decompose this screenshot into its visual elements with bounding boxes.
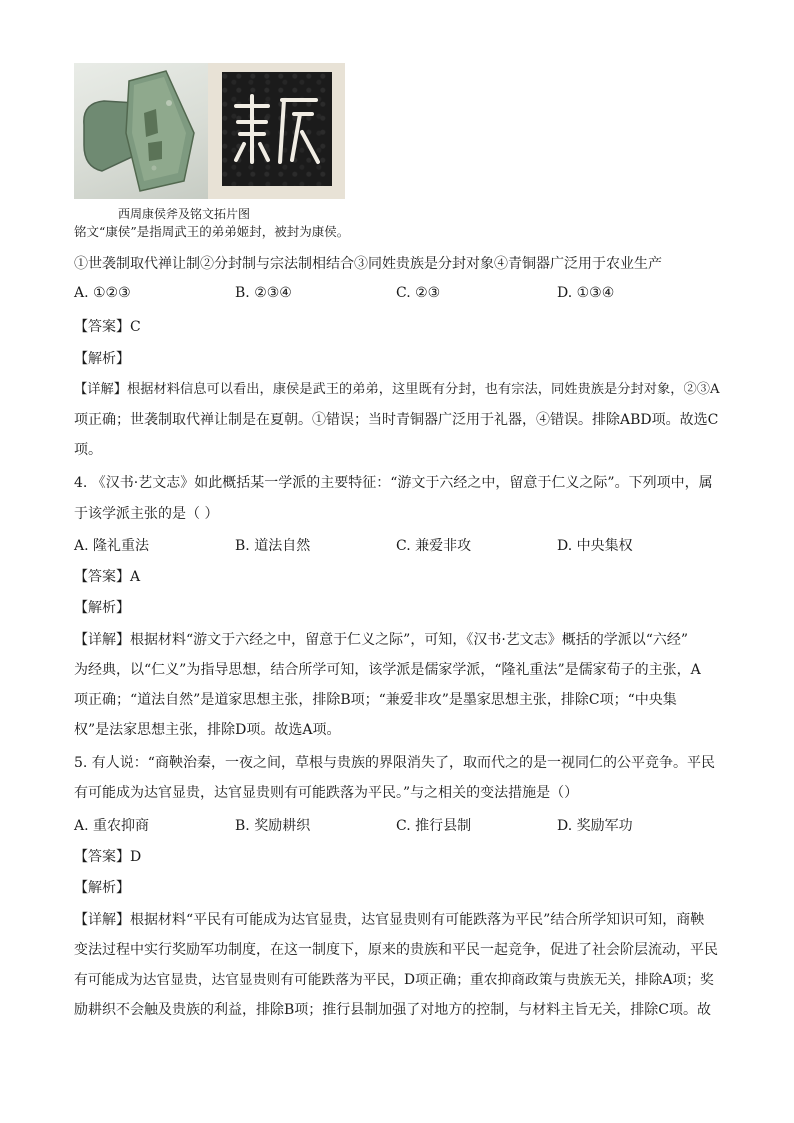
q5-option-c: C. 推行县制 <box>396 818 472 834</box>
inscription-glyphs-icon <box>222 72 332 186</box>
q4-detail-line-4: 权”是法家思想主张，排除D项。故选A项。 <box>74 722 341 738</box>
rubbing-block <box>222 72 332 186</box>
figure-caption-note: 铭文“康侯”是指周武王的弟弟姬封，被封为康侯。 <box>74 224 350 239</box>
q3-detail-line-2: 项正确；世袭制取代禅让制是在夏朝。①错误；当时青铜器广泛用于礼器，④错误。排除ABD项。故选C <box>74 412 719 428</box>
bronze-axe-image <box>74 63 208 199</box>
inscription-rubbing-image <box>208 63 345 199</box>
q4-answer: 【答案】A <box>74 569 141 585</box>
q5-option-d: D. 奖励军功 <box>557 818 633 834</box>
q5-detail-line-3: 有可能成为达官显贵，达官显贵则有可能跌落为平民，D项正确；重农抑商政策与贵族无关，排除A项；奖 <box>74 972 714 988</box>
q4-analysis-label: 【解析】 <box>74 600 130 616</box>
q5-detail-line-2: 变法过程中实行奖励军功制度，在这一制度下，原来的贵族和平民一起竞争，促进了社会阶层流动，平民 <box>74 942 718 958</box>
q5-analysis-label: 【解析】 <box>74 880 130 896</box>
q4-detail-line-3: 项正确；“道法自然”是道家思想主张，排除B项；“兼爱非攻”是墨家思想主张，排除C项；“中央集 <box>74 692 677 708</box>
figure <box>74 63 345 199</box>
q4-option-d: D. 中央集权 <box>557 538 633 554</box>
q5-option-b: B. 奖励耕织 <box>235 818 311 834</box>
q3-statements: ①世袭制取代禅让制②分封制与宗法制相结合③同姓贵族是分封对象④青铜器广泛用于农业生产 <box>74 256 662 272</box>
q5-stem-line-1: 5. 有人说：“商鞅治秦，一夜之间，草根与贵族的界限消失了，取而代之的是一视同仁的公平竞争。平民 <box>74 755 715 771</box>
q4-option-b: B. 道法自然 <box>235 538 311 554</box>
q5-option-a: A. 重农抑商 <box>74 818 150 834</box>
figure-caption-title: 西周康侯斧及铭文拓片图 <box>118 207 251 221</box>
q3-analysis-label: 【解析】 <box>74 351 130 367</box>
q3-option-d: D. ①③④ <box>557 285 615 301</box>
q5-detail-line-4: 励耕织不会触及贵族的利益，排除B项；推行县制加强了对地方的控制，与材料主旨无关，排除C项。故 <box>74 1002 711 1018</box>
q4-detail-line-2: 为经典，以“仁义”为指导思想，结合所学可知，该学派是儒家学派，“隆礼重法”是儒家荀子的主张，A <box>74 662 701 678</box>
q4-stem-line-2: 于该学派主张的是（ ） <box>74 506 219 522</box>
q3-option-b: B. ②③④ <box>235 285 292 301</box>
q5-detail-line-1: 【详解】根据材料“平民有可能成为达官显贵，达官显贵则有可能跌落为平民”结合所学知识可知，商鞅 <box>74 912 705 928</box>
q4-detail-line-1: 【详解】根据材料“游文于六经之中，留意于仁义之际”，可知，《汉书·艺文志》概括的学派以“六经” <box>74 632 689 648</box>
bronze-axe-icon <box>74 63 208 199</box>
q4-option-a: A. 隆礼重法 <box>74 538 150 554</box>
q3-option-c: C. ②③ <box>396 285 441 301</box>
q4-option-c: C. 兼爱非攻 <box>396 538 472 554</box>
q5-stem-line-2: 有可能成为达官显贵，达官显贵则有可能跌落为平民。”与之相关的变法措施是（） <box>74 785 579 801</box>
q4-stem-line-1: 4. 《汉书·艺文志》如此概括某一学派的主要特征：“游文于六经之中，留意于仁义之际”。下列项中，属 <box>74 475 713 491</box>
q3-detail-line-1: 【详解】根据材料信息可以看出，康侯是武王的弟弟，这里既有分封，也有宗法，同姓贵族是分封对象，②③A <box>74 382 720 397</box>
q5-answer: 【答案】D <box>74 849 142 865</box>
q3-detail-line-3: 项。 <box>74 442 102 458</box>
q3-option-a: A. ①②③ <box>74 285 131 301</box>
q3-answer: 【答案】C <box>74 319 141 335</box>
